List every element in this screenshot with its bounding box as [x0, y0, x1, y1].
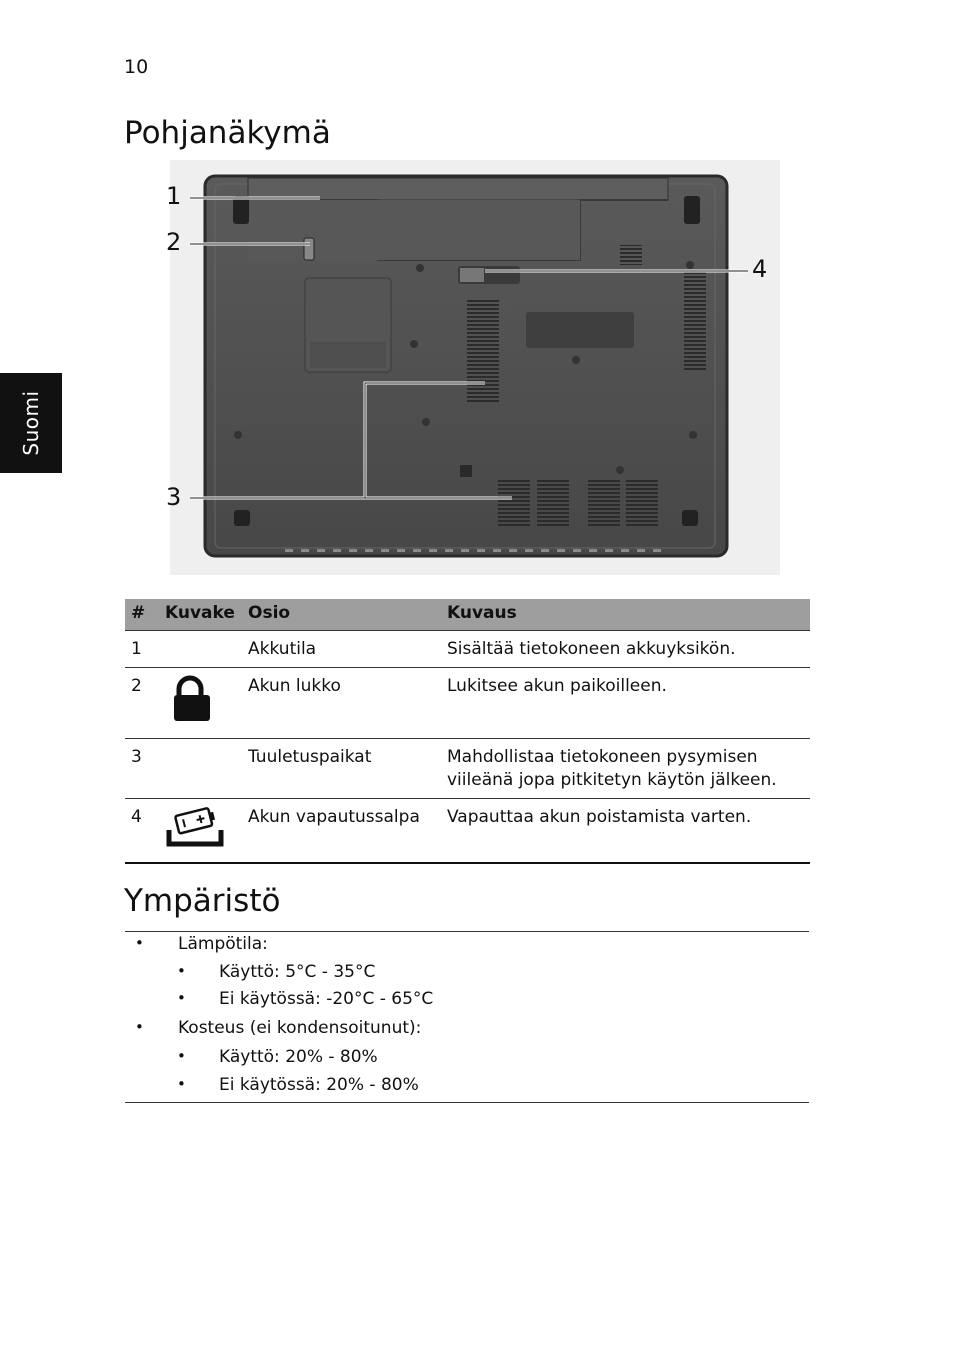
laptop-bottom-figure — [160, 160, 780, 575]
list-subitem: Käyttö: 20% - 80% — [219, 1047, 378, 1067]
row-description: Mahdollistaa tietokoneen pysymisen viileänä jopa pitkitetyn käytön jälkeen. — [441, 739, 810, 799]
bullet-icon: • — [177, 1075, 186, 1093]
bullet-icon: • — [135, 1018, 144, 1036]
bullet-icon: • — [177, 989, 186, 1007]
row-description: Sisältää tietokoneen akkuyksikön. — [441, 631, 810, 668]
laptop-bottom-illustration — [160, 160, 780, 575]
table-row — [125, 668, 810, 739]
lock-icon — [165, 675, 225, 725]
row-part: Akkutila — [242, 631, 441, 668]
row-icon-cell — [159, 739, 242, 799]
bullet-icon: • — [135, 934, 144, 952]
table-row — [125, 799, 810, 863]
list-subitem: Ei käytössä: -20°C - 65°C — [219, 989, 434, 1009]
component-table — [125, 599, 810, 864]
page-number: 10 — [124, 56, 149, 78]
row-icon-cell — [159, 799, 242, 863]
section-title-environment: Ympäristö — [124, 883, 281, 919]
row-number: 1 — [125, 631, 159, 668]
row-number: 2 — [125, 668, 159, 739]
row-description: Vapauttaa akun poistamista varten. — [441, 799, 810, 863]
language-tab-label: Suomi — [19, 390, 43, 456]
row-icon-cell — [159, 668, 242, 739]
list-subitem: Ei käytössä: 20% - 80% — [219, 1075, 419, 1095]
header-part: Osio — [242, 599, 441, 631]
environment-list — [125, 931, 809, 1103]
header-icon: Kuvake — [159, 599, 242, 631]
callout-1: 1 — [166, 182, 182, 210]
battery-release-icon — [165, 806, 225, 848]
section-title-bottom-view: Pohjanäkymä — [124, 115, 331, 151]
list-item: Lämpötila: — [178, 934, 268, 954]
callout-4: 4 — [752, 255, 768, 283]
table-row — [125, 631, 810, 668]
row-number: 4 — [125, 799, 159, 863]
header-number: # — [125, 599, 159, 631]
callout-2: 2 — [166, 228, 182, 256]
row-part: Akun vapautussalpa — [242, 799, 441, 863]
row-icon-cell — [159, 631, 242, 668]
header-description: Kuvaus — [441, 599, 810, 631]
row-part: Tuuletuspaikat — [242, 739, 441, 799]
table-row — [125, 739, 810, 799]
language-tab — [0, 373, 62, 473]
bullet-icon: • — [177, 1047, 186, 1065]
row-description: Lukitsee akun paikoilleen. — [441, 668, 810, 739]
bullet-icon: • — [177, 962, 186, 980]
list-item: Kosteus (ei kondensoitunut): — [178, 1018, 422, 1038]
table-header-row — [125, 599, 810, 631]
row-part: Akun lukko — [242, 668, 441, 739]
row-number: 3 — [125, 739, 159, 799]
list-subitem: Käyttö: 5°C - 35°C — [219, 962, 376, 982]
callout-3: 3 — [166, 483, 182, 511]
